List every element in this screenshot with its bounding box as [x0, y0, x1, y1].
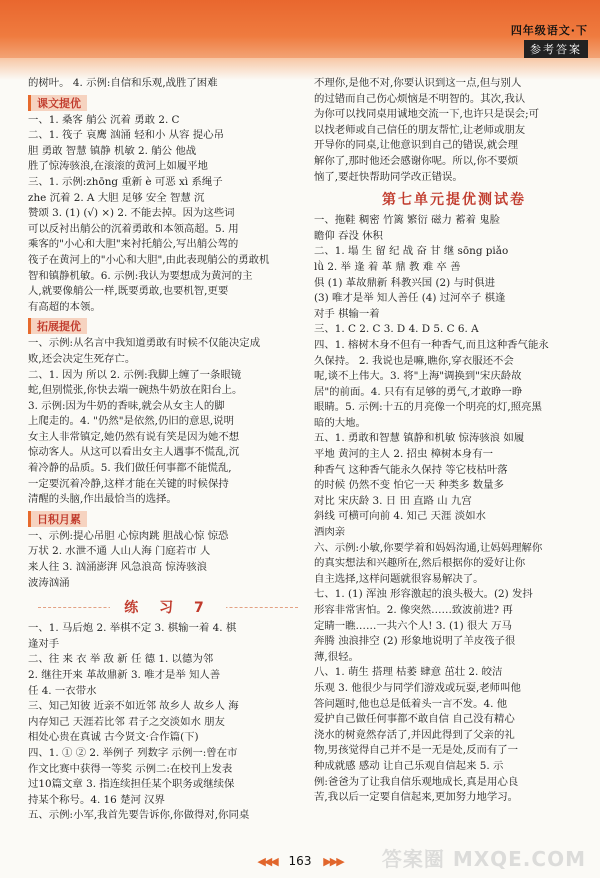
unit-title: 第七单元提优测试卷: [382, 192, 526, 209]
answer-paragraph: 三、知己知彼 近亲不如近邻 故乡人 故乡人 海 内存知己 天涯若比邻 君子之交淡如水 朋友 相处心贵在真诚 古今贤文·合作篇(下): [28, 700, 239, 744]
answer-paragraph: 二、往 来 衣 举 敌 新 任 德 1. 以德为邻 2. 继往开来 革故鼎新 3. 唯才是举 知人善 任 4. 一衣带水: [28, 653, 221, 697]
answer-paragraph: 二、1. 塌 生 留 纪 战 奋 甘 继 sōng piǎo lǜ 2. 举 逢 着 革 鼎 教 难 卒 善 俱 (1) 革故鼎新 科教兴国 (2) 与时俱进 (3) 唯才是举 知人善任 (4) 过河卒子 棋逢 对手 棋输一着: [314, 245, 509, 320]
page-number: 163: [288, 854, 312, 868]
answer-paragraph: 不理你,是他不对,你要认识到这一点,但与别人 的过错而自己伤心烦恼是不明智的。其次,我认 为你可以找同桌用诚地交流一下,也许只是误会;可 以找老师或自己信任的朋友帮忙,让老师或朋友 开导你的同桌,让他意识到自己的错误,就会理 解你了,那时他还会感谢你呢。所以,你不要烦 恼了,要赶快帮助同学改正错误。: [314, 77, 540, 183]
answer-tag: 参考答案: [524, 40, 588, 58]
answer-paragraph: 三、1. 示例:zhōng 重新 è 可恶 xì 系绳子 zhe 沉着 2. A 大胆 足够 安全 智慧 沉 赞颂 3. (1) (√) ×) 2. 不能去掉。因为这些词 可以反衬出艄公的沉着勇敢和本领高超。5. 用 乘客的"小心和大胆"来衬托艄公,写出艄公驾的 筏子在黄河上的"小心和大胆",由此表现艄公的勇敢机 智和镇静机敏。6. 示例:我认为要想成为黄河的主 人,就要像艄公一样,既要勇敢,也要机智,更要 有高超的本领。: [28, 175, 270, 313]
exercise-title: 练 习 7: [110, 600, 226, 616]
exercise-header: [28, 597, 308, 617]
section-header: [28, 92, 308, 113]
answer-paragraph: 一、示例:提心吊胆 心惊肉跳 胆战心惊 惊恐 万状 2. 水泄不通 人山人海 门庭若市 人 来人往 3. 汹涌澎湃 风急浪高 惊涛骇浪 波涛汹涌: [28, 529, 229, 589]
answer-paragraph: 五、1. 勇敢和智慧 镇静和机敏 惊涛骇浪 如履 平地 黄河的主人 2. 招虫 樟树本身有一 种香气 这种香气能永久保持 等它枝枯叶落 的时候 仍然不变 怕它一天 种类多 数量多 对比 宋庆龄 3. 日 田 直路 山 九宫 斜线 可横可向前 4. 知己 天涯 淡如水 酒肉亲: [314, 432, 525, 539]
section-header: [28, 315, 308, 336]
answer-paragraph: 一、拖鞋 稠密 竹篱 繁衍 磁力 蓄着 鬼脸 瞻仰 吞没 休积: [314, 214, 501, 242]
series-title: 四年级语文·下: [510, 24, 588, 37]
answer-paragraph: 一、1. 桑客 艄公 沉着 勇敢 2. C: [28, 113, 180, 126]
answer-paragraph: 三、1. C 2. C 3. D 4. D 5. C 6. A: [314, 323, 479, 336]
answer-paragraph: 一、示例:从名言中我知道勇敢有时候不仅能决定成 败,还会决定生死存亡。: [28, 337, 261, 365]
answer-paragraph: 八、1. 萌生 搭理 枯萎 肆意 茁壮 2. 皎洁 乐观 3. 他很少与同学们游戏或玩耍,老师叫他 答问题时,他也总是低着头一言不发。4. 他 爱护自己做任何事都不敢自信 自己没有精心 浇水的树竟然存活了,并因此得到了父亲的礼 物,男孩觉得自己并不是一无是处,反而有了一 种成就感 感动 让自己乐观自信起来 5. 示 例:爸爸为了让我自信乐观地成长,真是用心良 苦,我以后一定要自信起来,更加努力地学习。: [314, 666, 521, 804]
answer-paragraph: 的树叶。 4. 示例:自信和乐观,战胜了困难: [28, 77, 218, 89]
next-arrows-icon: ▶▶▶: [323, 855, 343, 868]
prev-arrows-icon: ◀◀◀: [257, 855, 277, 868]
header-label: [478, 22, 588, 58]
section-header: [28, 508, 308, 529]
answer-paragraph: 二、1. 因为 所以 2. 示例:我脚上缠了一条眼镜 蛇,但别慌张,你快去端一碗热牛奶放在阳台上。 3. 示例:因为牛奶的香味,就会从女主人的脚 上爬走的。4. "仍然"是依然,仍旧的意思,说明 女主人非常镇定,她仍然有说有笑是因为她不想 惊动客人。从这可以看出女主人遇事不慌乱,沉 着冷静的品质。5. 我们做任何事都不能慌乱, 一定要沉着冷静,这样才能在关键的时候保持 清醒的头脑,作出最恰当的选择。: [28, 368, 243, 506]
section-title: 日积月累: [28, 511, 87, 527]
answer-paragraph: 四、1. 榕树木身不但有一种香气,而且这种香气能永 久保持。 2. 我说也是嘛,瞧你,穿衣服还不会 呢,谈不上伟大。3. 将"上海"调换到"宋庆龄故 居"的前面。4. 只有有足够的勇气,才敢睁一睁 眼睛。5. 示例:十五的月亮像一个明亮的灯,照亮黑 暗的大地。: [314, 338, 549, 429]
section-title: 课文提优: [28, 95, 87, 111]
answer-paragraph: 七、1. (1) 浑浊 形容激起的浪头极大。(2) 发抖 形容非常害怕。2. 像突然……致波前进? 再 定睛一瞧……一共六个人! 3. (1) 很大 万马 奔腾 浊浪排空 (2) 形象地说明了羊皮筏子很 薄,很轻。: [314, 588, 533, 663]
answer-paragraph: 五、示例:小军,我首先要告诉你,你做得对,你同桌: [28, 809, 250, 822]
page-header: [0, 0, 600, 76]
left-column: [28, 76, 308, 824]
section-title: 拓展提优: [28, 318, 87, 334]
right-column: [314, 76, 594, 806]
watermark: 答案圈 MXQE.COM: [381, 847, 586, 871]
answer-paragraph: 四、1. ① ② 2. 举例子 列数字 示例一:曾在市 作文比赛中获得一等奖 示例二:在校刊上发表 过10篇文章 3. 指连续担任某个职务或继续保 持某个称号。4. 16 楚河 汉界: [28, 746, 238, 806]
answer-paragraph: 二、1. 筏子 哀鹰 汹涌 轻和小 从容 提心吊 胆 勇敢 智慧 镇静 机敏 2. 艄公 他战 胜了惊涛骇浪,在滚滚的黄河上如履平地: [28, 129, 224, 173]
answer-paragraph: 六、示例:小敏,你要学着和妈妈沟通,让妈妈理解你 的真实想法和兴趣所在,然后根据你的爱好让你 自主选择,这样问题就很容易解决了。: [314, 541, 543, 585]
answer-paragraph: 一、1. 马后炮 2. 举棋不定 3. 棋输一着 4. 棋 逢对手: [28, 622, 237, 650]
